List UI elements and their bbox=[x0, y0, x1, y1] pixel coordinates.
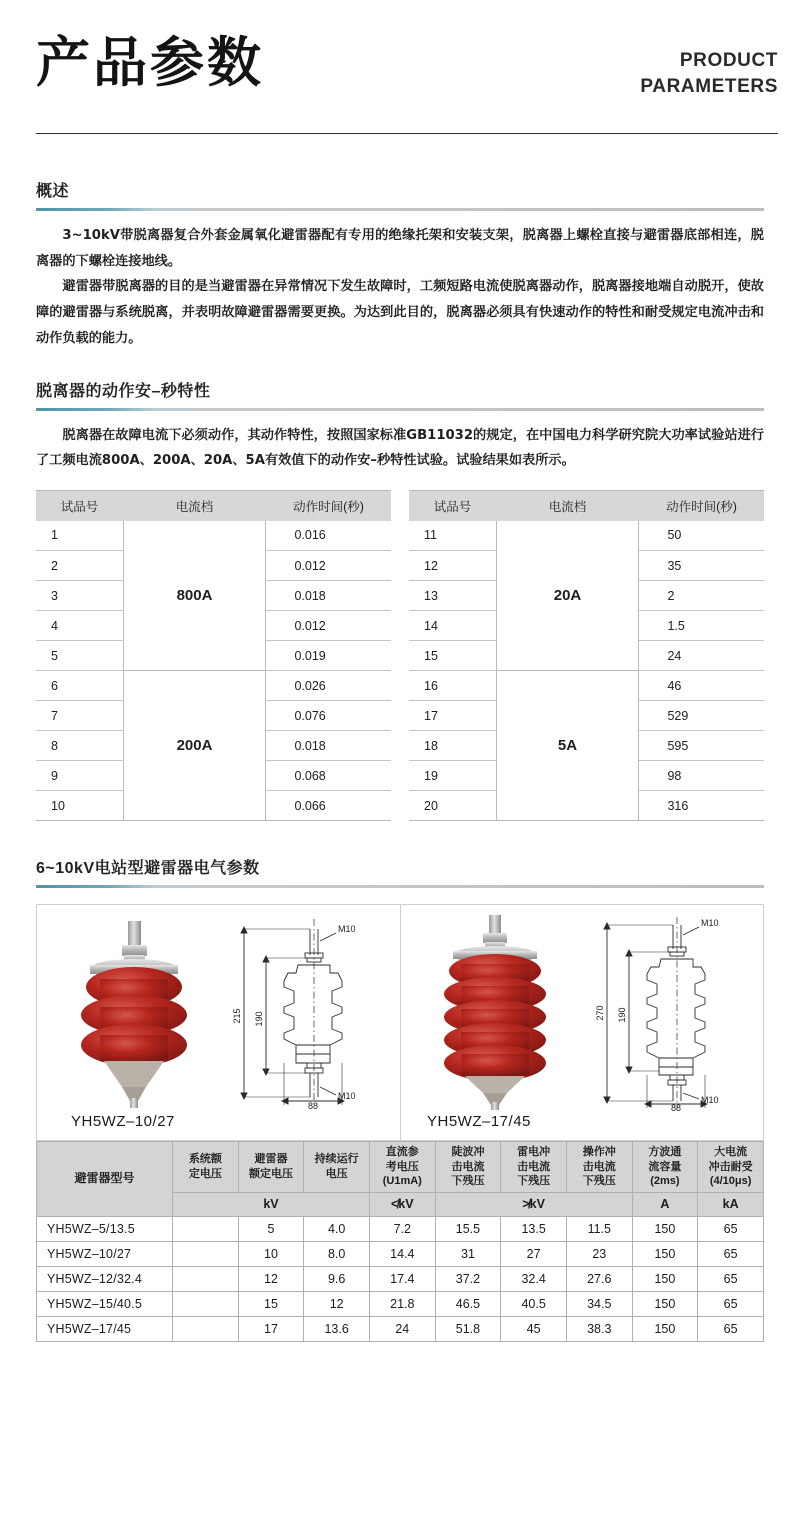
header-line: 操作冲 bbox=[582, 1146, 616, 1159]
table-row bbox=[36, 521, 391, 551]
cell-action-time: 0.068 bbox=[266, 761, 391, 791]
column-header-sample-no: 试品号 bbox=[409, 491, 496, 521]
electrical-parameters-section bbox=[0, 855, 800, 1342]
spec-table-body bbox=[37, 1217, 764, 1342]
cell-sample-no: 7 bbox=[36, 701, 123, 731]
test-table-left bbox=[36, 490, 391, 821]
page-title-english-line2: PARAMETERS bbox=[640, 75, 778, 97]
cell-action-time: 0.066 bbox=[266, 791, 391, 821]
cell-action-time: 2 bbox=[639, 581, 764, 611]
test-table-right bbox=[409, 490, 764, 821]
cell-action-time: 0.026 bbox=[266, 671, 391, 701]
cell-continuous-voltage: 8.0 bbox=[304, 1242, 370, 1267]
cell-rated-voltage: 10 bbox=[238, 1242, 304, 1267]
cell-model: YH5WZ–17/45 bbox=[37, 1317, 173, 1342]
cell-action-time: 24 bbox=[639, 641, 764, 671]
cell-action-time: 0.076 bbox=[266, 701, 391, 731]
characteristics-section bbox=[0, 378, 800, 821]
cell-high-current: 65 bbox=[698, 1267, 764, 1292]
cell-continuous-voltage: 9.6 bbox=[304, 1267, 370, 1292]
column-header-action-time: 动作时间(秒) bbox=[266, 491, 391, 521]
column-header-dc-reference-voltage bbox=[369, 1142, 435, 1193]
cell-action-time: 50 bbox=[639, 521, 764, 551]
cell-high-current: 65 bbox=[698, 1242, 764, 1267]
cell-sample-no: 18 bbox=[409, 731, 496, 761]
unit-high-current: kA bbox=[698, 1193, 764, 1217]
cell-system-voltage bbox=[173, 1292, 239, 1317]
cell-system-voltage bbox=[173, 1217, 239, 1242]
product-panel-left bbox=[37, 905, 400, 1140]
cell-system-voltage bbox=[173, 1242, 239, 1267]
cell-sample-no: 13 bbox=[409, 581, 496, 611]
cell-current-level: 800A bbox=[123, 521, 266, 671]
cell-rated-voltage: 15 bbox=[238, 1292, 304, 1317]
cell-steep-residual: 46.5 bbox=[435, 1292, 501, 1317]
cell-lightning-residual: 32.4 bbox=[501, 1267, 567, 1292]
dimension-width: 88 bbox=[307, 1101, 318, 1112]
cell-action-time: 595 bbox=[639, 731, 764, 761]
cell-switching-residual: 23 bbox=[566, 1242, 632, 1267]
cell-sample-no: 4 bbox=[36, 611, 123, 641]
column-header-arrester-rated-voltage bbox=[238, 1142, 304, 1193]
unit-residual-voltage: ≯kV bbox=[435, 1193, 632, 1217]
cell-sample-no: 9 bbox=[36, 761, 123, 791]
product-images-panel bbox=[36, 904, 764, 1141]
cell-square-wave: 150 bbox=[632, 1242, 698, 1267]
header-line: 下残压 bbox=[451, 1175, 485, 1188]
header-line: 电压 bbox=[325, 1168, 348, 1181]
cell-sample-no: 10 bbox=[36, 791, 123, 821]
table-row bbox=[37, 1292, 764, 1317]
column-header-lightning-residual bbox=[501, 1142, 567, 1193]
cell-square-wave: 150 bbox=[632, 1292, 698, 1317]
dimension-body-height: 190 bbox=[617, 1007, 627, 1023]
header-line: 陡波冲 bbox=[451, 1146, 485, 1159]
dimension-total-height: 270 bbox=[595, 1005, 605, 1021]
cell-sample-no: 16 bbox=[409, 671, 496, 701]
header-line: 额定电压 bbox=[248, 1168, 293, 1181]
cell-switching-residual: 27.6 bbox=[566, 1267, 632, 1292]
unit-dc-reference: ≮kV bbox=[369, 1193, 435, 1217]
cell-steep-residual: 51.8 bbox=[435, 1317, 501, 1342]
cell-dc-reference: 21.8 bbox=[369, 1292, 435, 1317]
page-title-english-line1: PRODUCT bbox=[679, 50, 778, 71]
header-line: 方波通 bbox=[648, 1146, 682, 1159]
product-caption-right: YH5WZ–17/45 bbox=[427, 1113, 531, 1131]
cell-action-time: 529 bbox=[639, 701, 764, 731]
column-header-action-time: 动作时间(秒) bbox=[639, 491, 764, 521]
header-line: 击电流 bbox=[517, 1160, 551, 1173]
cell-rated-voltage: 5 bbox=[238, 1217, 304, 1242]
overview-paragraph-1: 3~10kV带脱离器复合外套金属氧化避雷器配有专用的绝缘托架和安装支架，脱离器上螺栓直接与避雷器底部相连，脱离器的下螺栓连接地线。 bbox=[36, 228, 764, 269]
dimension-total-height: 215 bbox=[231, 1008, 242, 1024]
page-title: 产品参数 bbox=[36, 31, 264, 94]
cell-action-time: 0.018 bbox=[266, 581, 391, 611]
header-line: 冲击耐受 bbox=[708, 1160, 753, 1173]
spec-header-row bbox=[37, 1142, 764, 1193]
cell-action-time: 0.016 bbox=[266, 521, 391, 551]
header-line: 定电压 bbox=[188, 1168, 222, 1181]
cell-action-time: 1.5 bbox=[639, 611, 764, 641]
overview-paragraph-2: 避雷器带脱离器的目的是当避雷器在异常情况下发生故障时，工频短路电流使脱离器动作，脱离器接地端自动脱开，使故障的避雷器与系统脱离，并表明故障避雷器需要更换。为达到此目的，脱离器必须具有快速动作的特性和耐受规定电流冲击和动作负载的能力。 bbox=[36, 279, 764, 346]
column-header-current-level: 电流档 bbox=[123, 491, 266, 521]
label-bolt-bottom: M10 bbox=[701, 1095, 719, 1106]
overview-heading-block bbox=[36, 178, 764, 211]
cell-action-time: 35 bbox=[639, 551, 764, 581]
header-line: 考电压 bbox=[385, 1160, 419, 1173]
header-line: 大电流 bbox=[714, 1146, 748, 1159]
column-header-current-level: 电流档 bbox=[496, 491, 639, 521]
table-row bbox=[409, 671, 764, 701]
column-header-switching-residual bbox=[566, 1142, 632, 1193]
arrester-photo-3shed bbox=[60, 915, 210, 1111]
cell-high-current: 65 bbox=[698, 1292, 764, 1317]
table-row bbox=[37, 1317, 764, 1342]
cell-action-time: 0.012 bbox=[266, 551, 391, 581]
unit-square-wave: A bbox=[632, 1193, 698, 1217]
cell-continuous-voltage: 12 bbox=[304, 1292, 370, 1317]
header-line: 系统额 bbox=[188, 1153, 222, 1166]
cell-action-time: 46 bbox=[639, 671, 764, 701]
cell-lightning-residual: 13.5 bbox=[501, 1217, 567, 1242]
cell-switching-residual: 34.5 bbox=[566, 1292, 632, 1317]
cell-current-level: 200A bbox=[123, 671, 266, 821]
header-line: (2ms) bbox=[650, 1175, 680, 1188]
header-line: 直流参 bbox=[385, 1146, 419, 1159]
cell-high-current: 65 bbox=[698, 1217, 764, 1242]
cell-switching-residual: 11.5 bbox=[566, 1217, 632, 1242]
cell-sample-no: 2 bbox=[36, 551, 123, 581]
cell-dc-reference: 17.4 bbox=[369, 1267, 435, 1292]
characteristics-underline bbox=[36, 408, 764, 411]
label-bolt-top: M10 bbox=[337, 924, 356, 935]
cell-steep-residual: 15.5 bbox=[435, 1217, 501, 1242]
header-divider bbox=[36, 133, 778, 134]
characteristics-heading-block bbox=[36, 378, 764, 411]
cell-action-time: 0.018 bbox=[266, 731, 391, 761]
header-line: 雷电冲 bbox=[517, 1146, 551, 1159]
cell-dc-reference: 7.2 bbox=[369, 1217, 435, 1242]
table-row bbox=[37, 1217, 764, 1242]
cell-sample-no: 1 bbox=[36, 521, 123, 551]
cell-continuous-voltage: 4.0 bbox=[304, 1217, 370, 1242]
cell-model: YH5WZ–12/32.4 bbox=[37, 1267, 173, 1292]
cell-sample-no: 3 bbox=[36, 581, 123, 611]
cell-current-level: 20A bbox=[496, 521, 639, 671]
cell-rated-voltage: 12 bbox=[238, 1267, 304, 1292]
unit-kv-group: kV bbox=[173, 1193, 370, 1217]
header-line: (U1mA) bbox=[382, 1175, 422, 1188]
header-line: (4/10μs) bbox=[709, 1175, 752, 1188]
cell-sample-no: 19 bbox=[409, 761, 496, 791]
product-caption-left: YH5WZ–10/27 bbox=[71, 1113, 175, 1131]
column-header-high-current-withstand bbox=[698, 1142, 764, 1193]
cell-model: YH5WZ–10/27 bbox=[37, 1242, 173, 1267]
cell-current-level: 5A bbox=[496, 671, 639, 821]
cell-action-time: 0.019 bbox=[266, 641, 391, 671]
column-header-steep-wave-residual bbox=[435, 1142, 501, 1193]
cell-sample-no: 12 bbox=[409, 551, 496, 581]
electrical-spec-table bbox=[36, 1141, 764, 1342]
cell-system-voltage bbox=[173, 1317, 239, 1342]
cell-steep-residual: 31 bbox=[435, 1242, 501, 1267]
cell-rated-voltage: 17 bbox=[238, 1317, 304, 1342]
cell-sample-no: 15 bbox=[409, 641, 496, 671]
header-line: 击电流 bbox=[451, 1160, 485, 1173]
header-line: 避雷器 bbox=[254, 1153, 288, 1166]
cell-lightning-residual: 45 bbox=[501, 1317, 567, 1342]
cell-steep-residual: 37.2 bbox=[435, 1267, 501, 1292]
arrester-drawing-5shed bbox=[573, 911, 741, 1111]
table-row bbox=[37, 1242, 764, 1267]
cell-switching-residual: 38.3 bbox=[566, 1317, 632, 1342]
cell-dc-reference: 24 bbox=[369, 1317, 435, 1342]
dimension-body-height: 190 bbox=[253, 1011, 264, 1027]
cell-square-wave: 150 bbox=[632, 1267, 698, 1292]
table-row bbox=[409, 521, 764, 551]
label-bolt-bottom: M10 bbox=[337, 1091, 356, 1102]
cell-model: YH5WZ–15/40.5 bbox=[37, 1292, 173, 1317]
table-header-row bbox=[36, 491, 391, 521]
page-title-english bbox=[640, 34, 778, 99]
arrester-photo-5shed bbox=[423, 911, 573, 1111]
product-panel-right bbox=[400, 905, 763, 1140]
arrester-drawing-3shed bbox=[210, 911, 378, 1111]
dimension-width: 88 bbox=[670, 1103, 682, 1112]
characteristics-heading: 脱离器的动作安–秒特性 bbox=[36, 382, 211, 400]
cell-sample-no: 6 bbox=[36, 671, 123, 701]
header-line: 持续运行 bbox=[314, 1153, 359, 1166]
cell-high-current: 65 bbox=[698, 1317, 764, 1342]
overview-underline bbox=[36, 208, 764, 211]
column-header-model: 避雷器型号 bbox=[37, 1142, 173, 1217]
test-results-tables bbox=[36, 490, 764, 821]
overview-section bbox=[0, 178, 800, 352]
electrical-underline bbox=[36, 885, 764, 888]
electrical-heading: 6~10kV电站型避雷器电气参数 bbox=[36, 860, 260, 878]
cell-sample-no: 11 bbox=[409, 521, 496, 551]
cell-lightning-residual: 40.5 bbox=[501, 1292, 567, 1317]
header-line: 下残压 bbox=[517, 1175, 551, 1188]
cell-action-time: 0.012 bbox=[266, 611, 391, 641]
cell-action-time: 316 bbox=[639, 791, 764, 821]
cell-square-wave: 150 bbox=[632, 1317, 698, 1342]
table-header-row bbox=[409, 491, 764, 521]
cell-model: YH5WZ–5/13.5 bbox=[37, 1217, 173, 1242]
cell-action-time: 98 bbox=[639, 761, 764, 791]
header-line: 流容量 bbox=[648, 1160, 682, 1173]
label-bolt-top: M10 bbox=[701, 918, 719, 929]
test-table-left-body bbox=[36, 521, 391, 821]
cell-sample-no: 14 bbox=[409, 611, 496, 641]
cell-continuous-voltage: 13.6 bbox=[304, 1317, 370, 1342]
cell-sample-no: 5 bbox=[36, 641, 123, 671]
table-row bbox=[37, 1267, 764, 1292]
product-figure-left bbox=[41, 911, 396, 1111]
characteristics-paragraph-1: 脱离器在故障电流下必须动作，其动作特性，按照国家标准GB11032的规定，在中国电力科学研究院大功率试验站进行了工频电流800A、200A、20A、5A有效值下的动作安–秒特性试验。试验结果如表所示。 bbox=[36, 427, 764, 469]
column-header-continuous-operating-voltage bbox=[304, 1142, 370, 1193]
header-line: 击电流 bbox=[582, 1160, 616, 1173]
cell-sample-no: 8 bbox=[36, 731, 123, 761]
electrical-heading-block bbox=[36, 855, 764, 888]
cell-sample-no: 17 bbox=[409, 701, 496, 731]
test-table-right-body bbox=[409, 521, 764, 821]
column-header-sample-no: 试品号 bbox=[36, 491, 123, 521]
cell-sample-no: 20 bbox=[409, 791, 496, 821]
header-line: 下残压 bbox=[582, 1175, 616, 1188]
cell-square-wave: 150 bbox=[632, 1217, 698, 1242]
table-row bbox=[36, 671, 391, 701]
cell-system-voltage bbox=[173, 1267, 239, 1292]
column-header-square-wave-capacity bbox=[632, 1142, 698, 1193]
column-header-system-rated-voltage bbox=[173, 1142, 239, 1193]
cell-lightning-residual: 27 bbox=[501, 1242, 567, 1267]
page-header bbox=[0, 0, 800, 152]
product-figure-right bbox=[405, 911, 759, 1111]
overview-heading: 概述 bbox=[36, 183, 70, 200]
cell-dc-reference: 14.4 bbox=[369, 1242, 435, 1267]
